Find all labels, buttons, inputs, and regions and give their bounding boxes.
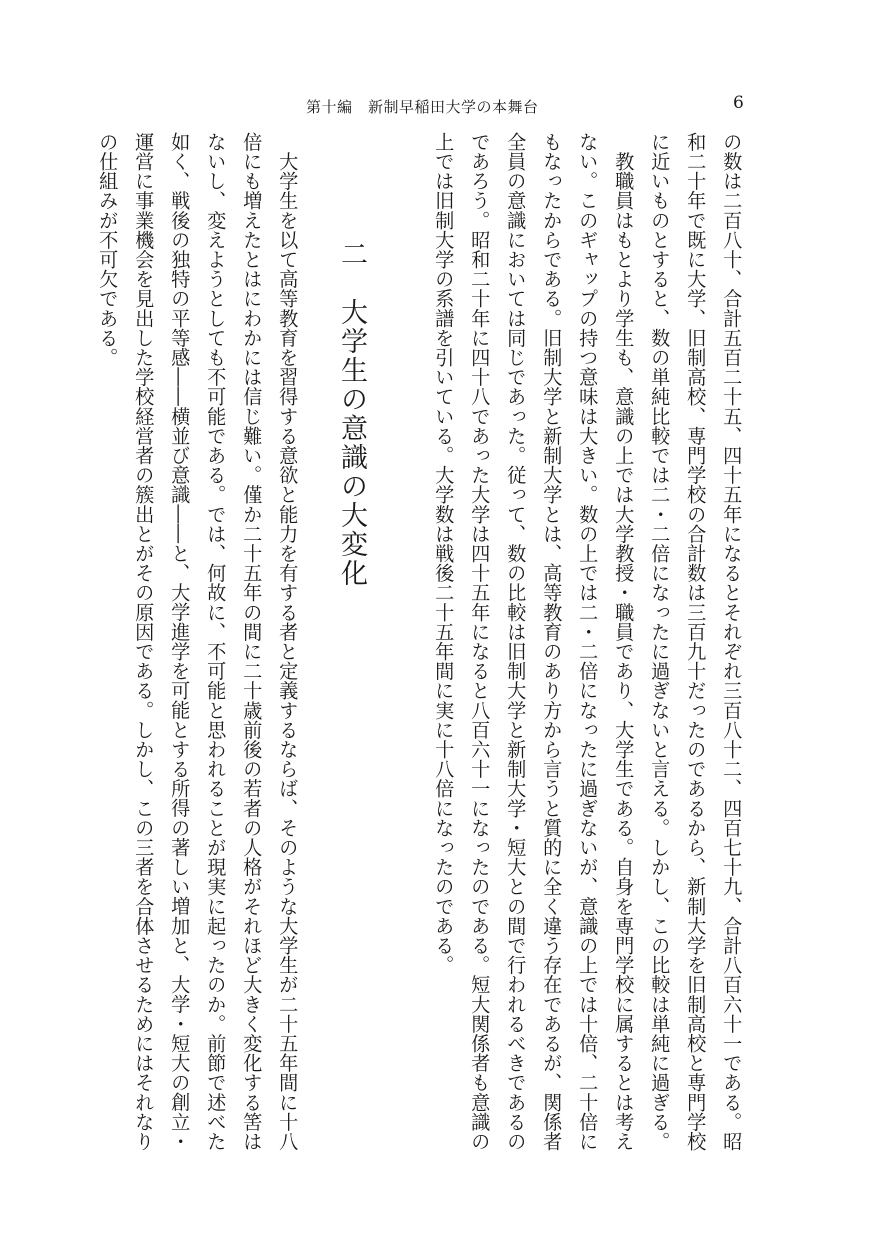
section-heading: 二 大学生の意識の大変化 xyxy=(336,240,367,588)
section-line-2: 倍にも増えたとはにわかには信じ難い。僅か二十五年の間に二十歳前後の若者の人格がそれほど大きく変化する筈は xyxy=(240,132,264,1152)
body-line-1: の数は二百八十、合計五百二十五、四十五年になるとそれぞれ三百八十二、四百七十九、合計八百六十一である。昭 xyxy=(720,132,744,1152)
section-line-6: の仕組みが不可欠である。 xyxy=(96,132,120,368)
body-line-9: 上では旧制大学の系譜を引いている。大学数は戦後二十五年間に実に十八倍になったのである。 xyxy=(432,132,456,975)
body-line-2: 和二十年で既に大学、旧制高校、専門学校の合計数は三百九十だったのであるから、新制大学を旧制高校と専門学校 xyxy=(684,132,708,1152)
body-line-3: に近いものとすると、数の単純比較では二・二倍になったに過ぎないと言える。しかし、この比較は単純に過ぎる。 xyxy=(648,132,672,1152)
body-line-6: もなったからである。旧制大学と新制大学とは、高等教育のあり方から言うと質的に全く違う存在であるが、関係者 xyxy=(540,132,564,1152)
section-line-3: ないし、変えようとしても不可能である。では、何故に、不可能と思われることが現実に起ったのか。前節で述べた xyxy=(204,132,228,1152)
body-line-4: 教職員はもとより学生も、意識の上では大学教授・職員であり、大学生である。自身を専門学校に属するとは考え xyxy=(612,132,636,1152)
page-number: 6 xyxy=(733,93,744,113)
section-line-5: 運営に事業機会を見出した学校経営者の簇出とがその原因である。しかし、この三者を合体させるためにはそれなり xyxy=(132,132,156,1152)
body-line-7: 全員の意識においては同じであった。従って、数の比較は旧制大学と新制大学・短大との間で行われるべきであるの xyxy=(504,132,528,1152)
section-line-1: 大学生を以て高等教育を習得する意欲と能力を有する者と定義するならば、そのような大学生が二十五年間に十八 xyxy=(276,132,300,1152)
body-line-8: であろう。昭和二十年に四十八であった大学は四十五年になると八百六十一になったのである。短大関係者も意識の xyxy=(468,132,492,1152)
body-line-5: ない。このギャップの持つ意味は大きい。数の上では二・二倍になったに過ぎないが、意識の上では十倍、二十倍に xyxy=(576,132,600,1152)
running-title: 第十編 新制早稲田大学の本舞台 xyxy=(306,98,539,116)
section-line-4: 如く、戦後の独特の平等感――横並び意識――と、大学進学を可能とする所得の著しい増加と、大学・短大の創立・ xyxy=(168,132,192,1152)
